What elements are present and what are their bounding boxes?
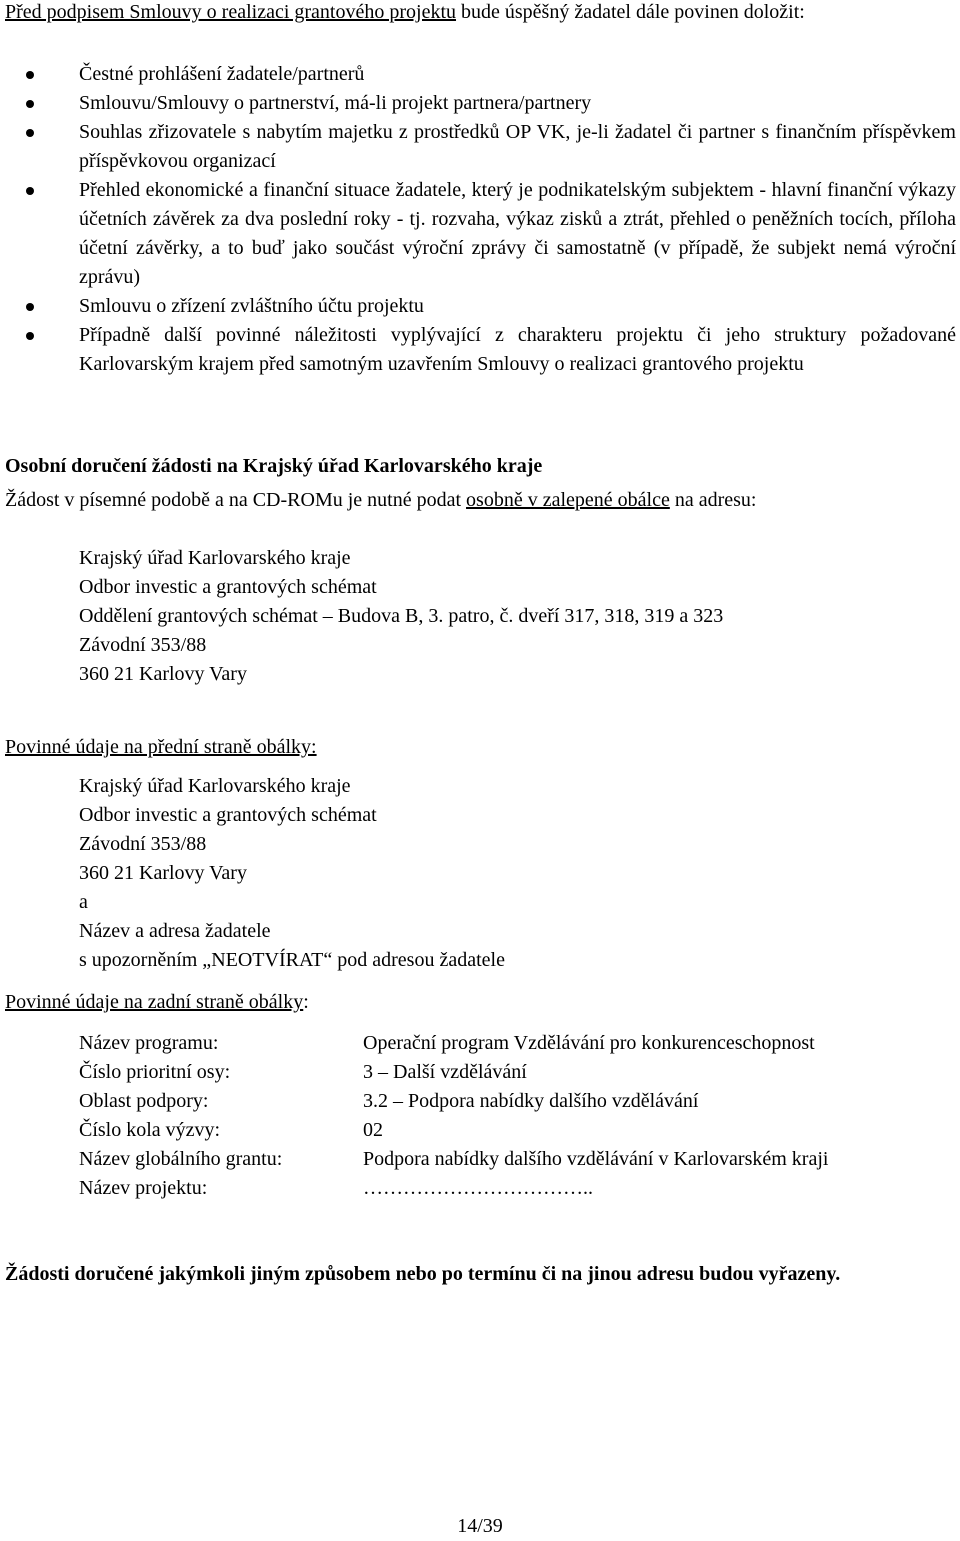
table-row (79, 1087, 828, 1116)
intro-text: bude úspěšný žadatel dále povinen doložit: (456, 1, 805, 23)
field-value: Podpora nabídky dalšího vzdělávání v Karlovarském kraji (363, 1148, 829, 1170)
bullet-icon (26, 100, 34, 108)
back-heading-colon: : (303, 991, 309, 1013)
field-value: 3 – Další vzdělávání (363, 1061, 527, 1083)
delivery-text-start: Žádost v písemné podobě a na CD-ROMu je nutné podat (5, 489, 467, 511)
list-item (0, 292, 956, 321)
list-item-text: Případně další povinné náležitosti vyplývající z charakteru projektu či jeho struktury požadované Karlovarským krajem před samotným uzavřením Smlouvy o realizaci grantového projektu (79, 324, 956, 375)
field-value: …………………………….. (363, 1177, 593, 1199)
back-heading-text: Povinné údaje na zadní straně obálky (5, 991, 304, 1013)
front-line: 360 21 Karlovy Vary (79, 862, 247, 884)
bullet-icon (26, 303, 34, 311)
front-line: Odbor investic a grantových schémat (79, 804, 377, 826)
front-line: s upozorněním „NEOTVÍRAT“ pod adresou žadatele (79, 949, 505, 971)
list-item-text: Přehled ekonomické a finanční situace žadatele, který je podnikatelským subjektem - hlavní finanční výkazy účetních závěrek za dva poslední roky - tj. rozvaha, výkaz zisků a ztrát, přehled o peněžních tocích, příloha účetní závěrky, a to buď jako součást výroční zprávy či samostatně (v případě, že subjekt nemá výroční zprávu) (79, 179, 956, 288)
list-item (0, 176, 956, 292)
front-line: Název a adresa žadatele (79, 920, 271, 942)
field-label: Název globálního grantu: (79, 1148, 283, 1170)
list-item (0, 60, 956, 89)
field-label: Název projektu: (79, 1177, 208, 1199)
page-number: 14/39 (457, 1515, 503, 1537)
requirements-list (0, 60, 956, 379)
front-envelope-heading: Povinné údaje na přední straně obálky: (5, 736, 317, 758)
table-row (79, 1058, 828, 1087)
list-item (0, 118, 956, 176)
field-value: Operační program Vzdělávání pro konkurenceschopnost (363, 1032, 815, 1054)
delivery-heading: Osobní doručení žádosti na Krajský úřad Karlovarského kraje (5, 455, 543, 477)
field-label: Číslo kola výzvy: (79, 1119, 221, 1141)
front-line: Krajský úřad Karlovarského kraje (79, 775, 351, 797)
table-row (79, 1145, 828, 1174)
bullet-icon (26, 129, 34, 137)
intro-paragraph (5, 0, 955, 27)
back-envelope-heading (5, 988, 955, 1017)
list-item-text: Smlouvu/Smlouvy o partnerství, má-li projekt partnera/partnery (79, 92, 592, 114)
list-item-text: Smlouvu o zřízení zvláštního účtu projektu (79, 295, 424, 317)
delivery-instruction (5, 486, 955, 515)
list-item (0, 89, 956, 118)
back-envelope-table (79, 1029, 828, 1203)
field-label: Název programu: (79, 1032, 219, 1054)
list-item-text: Čestné prohlášení žadatele/partnerů (79, 63, 365, 85)
front-line: a (79, 891, 88, 913)
table-row (79, 1174, 828, 1203)
field-value: 3.2 – Podpora nabídky dalšího vzdělávání (363, 1090, 699, 1112)
list-item (0, 321, 956, 379)
rejection-warning: Žádosti doručené jakýmkoli jiným způsobem nebo po termínu či na jinou adresu budou vyřazeny. (5, 1263, 841, 1285)
front-envelope-details (79, 772, 505, 975)
bullet-icon (26, 332, 34, 340)
address-line: Krajský úřad Karlovarského kraje (79, 547, 351, 569)
field-label: Oblast podpory: (79, 1090, 209, 1112)
intro-underlined-text: Před podpisem Smlouvy o realizaci grantového projektu (5, 1, 457, 23)
bullet-icon (26, 187, 34, 195)
delivery-address (79, 544, 723, 689)
delivery-text-end: na adresu: (669, 489, 757, 511)
list-item-text: Souhlas zřizovatele s nabytím majetku z prostředků OP VK, je-li žadatel či partner s finančním příspěvkem příspěvkovou organizací (79, 121, 956, 172)
field-label: Číslo prioritní osy: (79, 1061, 231, 1083)
table-row (79, 1029, 828, 1058)
address-line: Oddělení grantových schémat – Budova B, 3. patro, č. dveří 317, 318, 319 a 323 (79, 605, 724, 627)
table-row (79, 1116, 828, 1145)
delivery-text-underlined: osobně v zalepené obálce (466, 489, 670, 511)
bullet-icon (26, 71, 34, 79)
field-value: 02 (363, 1119, 383, 1141)
address-line: Odbor investic a grantových schémat (79, 576, 377, 598)
address-line: Závodní 353/88 (79, 634, 207, 656)
address-line: 360 21 Karlovy Vary (79, 663, 247, 685)
front-line: Závodní 353/88 (79, 833, 207, 855)
